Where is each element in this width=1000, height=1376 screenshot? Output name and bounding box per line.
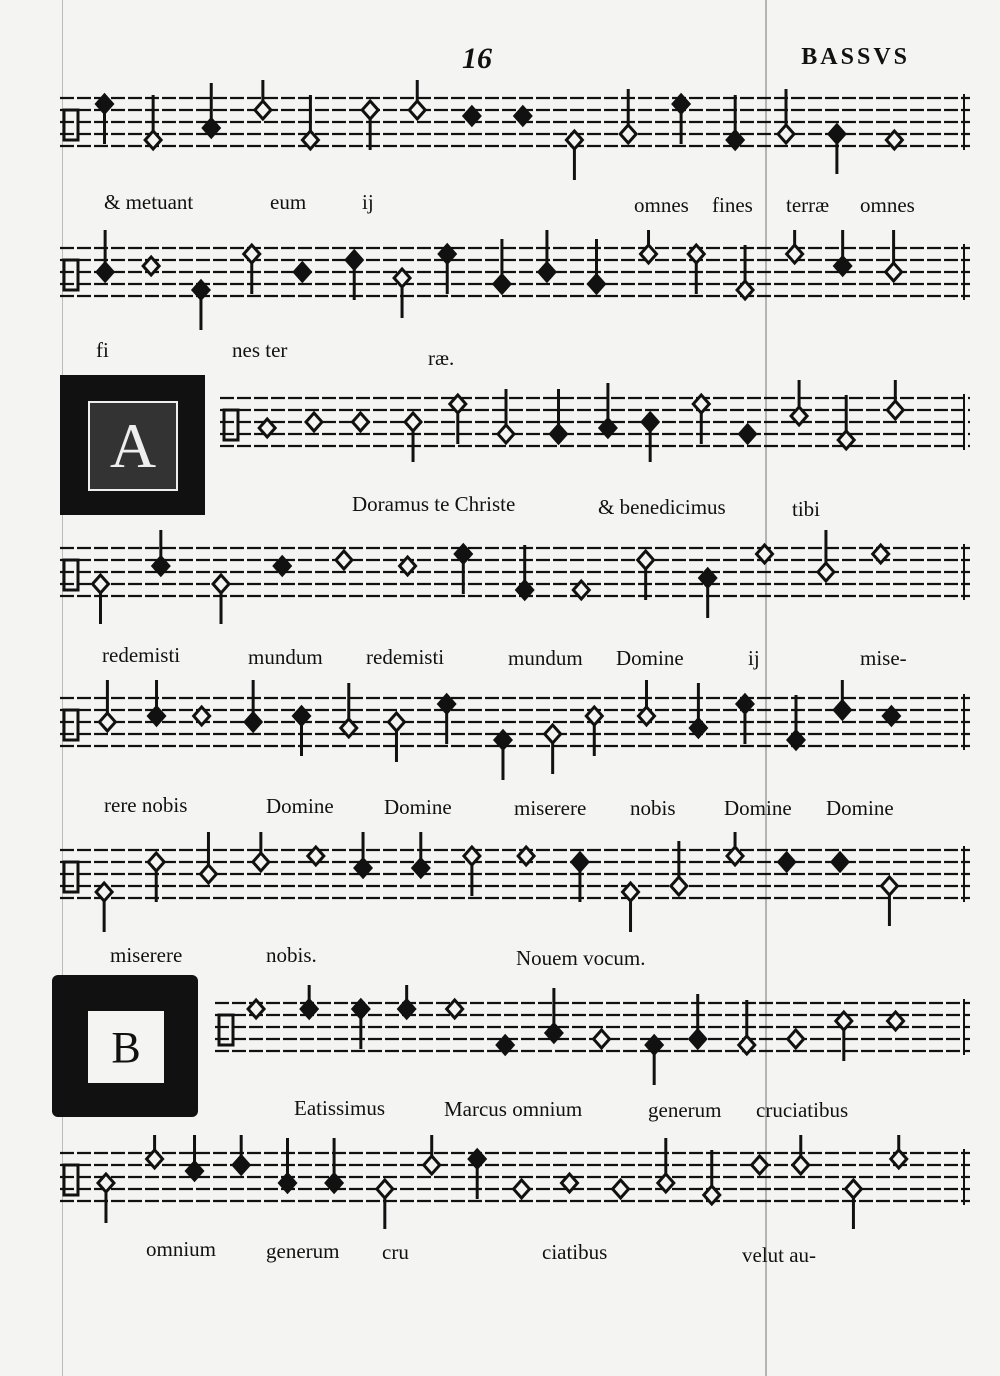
lyric: Domine xyxy=(384,795,452,819)
note-head xyxy=(498,425,514,443)
note-head xyxy=(97,263,113,281)
note-head xyxy=(336,551,352,569)
note-head xyxy=(494,275,510,293)
lyric: Marcus omnium xyxy=(444,1097,583,1121)
lyric: & metuant xyxy=(104,190,194,214)
lyric: terræ xyxy=(786,193,830,217)
lyric: miserere xyxy=(110,943,183,967)
lyric: ræ. xyxy=(428,346,455,370)
staff-2-notation xyxy=(60,230,970,330)
lyric: rere nobis xyxy=(104,793,188,817)
clef-sign xyxy=(64,1165,78,1195)
staff-4-notation xyxy=(60,530,970,630)
clef-sign xyxy=(219,1015,233,1045)
note-head xyxy=(200,865,216,883)
lyric: Domine xyxy=(266,794,334,818)
lyric: Nouem vocum. xyxy=(516,946,646,970)
note-head xyxy=(92,575,108,593)
note-head xyxy=(832,853,848,871)
lyric: omnes xyxy=(860,193,915,217)
part-name: BASSVS xyxy=(801,44,910,70)
lyric: mise- xyxy=(860,646,907,670)
note-head xyxy=(148,853,164,871)
decorated-initial-b xyxy=(52,975,198,1117)
lyric: cru xyxy=(382,1240,409,1264)
lyric: fi xyxy=(96,338,109,362)
note-head xyxy=(424,1156,440,1174)
staff-8 xyxy=(60,1135,970,1235)
lyric: Domine xyxy=(724,796,792,820)
note-head xyxy=(362,101,378,119)
lyric: mundum xyxy=(248,645,323,669)
note-head xyxy=(886,263,902,281)
lyric: nobis xyxy=(630,796,676,820)
note-head xyxy=(752,1156,768,1174)
note-head xyxy=(253,853,269,871)
note-head xyxy=(213,575,229,593)
lyric: ij xyxy=(748,646,760,670)
lyric: generum xyxy=(266,1239,340,1263)
note-head xyxy=(829,125,845,143)
note-head xyxy=(539,263,555,281)
note-head xyxy=(642,413,658,431)
note-head xyxy=(779,853,795,871)
note-head xyxy=(388,713,404,731)
note-head xyxy=(881,877,897,895)
lyric: omnium xyxy=(146,1237,217,1261)
lyric: ij xyxy=(362,190,374,214)
note-head xyxy=(550,425,566,443)
note-head xyxy=(346,251,362,269)
lyric: & benedicimus xyxy=(598,495,726,519)
lyric: omnes xyxy=(634,193,689,217)
lyric: mundum xyxy=(508,646,583,670)
lyric: Domine xyxy=(616,646,684,670)
page-header xyxy=(0,40,1000,80)
folio-number: 16 xyxy=(462,42,492,75)
clef-sign xyxy=(224,410,238,440)
lyric: redemisti xyxy=(366,645,445,669)
staff-6 xyxy=(60,832,970,932)
note-head xyxy=(740,425,756,443)
staff-1 xyxy=(60,80,970,180)
lyric: redemisti xyxy=(102,643,181,667)
note-head xyxy=(788,1030,804,1048)
lyric: velut au- xyxy=(742,1243,817,1267)
note-head xyxy=(620,125,636,143)
note-head xyxy=(99,713,115,731)
lyric: fines xyxy=(712,193,753,217)
note-head xyxy=(294,263,310,281)
lyric: miserere xyxy=(514,796,587,820)
note-head xyxy=(638,551,654,569)
note-head xyxy=(514,1180,530,1198)
initial-letter: B xyxy=(86,1009,166,1085)
clef-sign xyxy=(64,710,78,740)
lyric: ciatibus xyxy=(542,1240,608,1264)
lyric: eum xyxy=(270,190,307,214)
note-head xyxy=(834,701,850,719)
staff-3-notation xyxy=(220,380,970,480)
staff-5 xyxy=(60,680,970,780)
lyric: Eatissimus xyxy=(294,1096,386,1120)
staff-7 xyxy=(215,985,970,1085)
staff-5-notation xyxy=(60,680,970,780)
lyric: tibi xyxy=(792,497,821,521)
staff-4 xyxy=(60,530,970,630)
note-head xyxy=(613,1180,629,1198)
staff-1-notation xyxy=(60,80,970,180)
note-head xyxy=(545,725,561,743)
lyric: Doramus te Christe xyxy=(352,492,516,516)
staff-3 xyxy=(220,380,970,480)
note-head xyxy=(818,563,834,581)
lyric: generum xyxy=(648,1098,722,1122)
note-head xyxy=(306,413,322,431)
note-head xyxy=(409,101,425,119)
staff-2 xyxy=(60,230,970,330)
clef-sign xyxy=(64,560,78,590)
clef-sign xyxy=(64,110,78,140)
note-head xyxy=(778,125,794,143)
staff-8-notation xyxy=(60,1135,970,1235)
note-head xyxy=(887,401,903,419)
staff-7-notation xyxy=(215,985,970,1085)
staff-6-notation xyxy=(60,832,970,932)
clef-sign xyxy=(64,260,78,290)
note-head xyxy=(245,713,261,731)
note-head xyxy=(690,1030,706,1048)
note-head xyxy=(793,1156,809,1174)
clef-sign xyxy=(64,862,78,892)
lyric: nobis. xyxy=(266,943,317,967)
lyric: nes ter xyxy=(232,338,288,362)
note-head xyxy=(405,413,421,431)
note-head xyxy=(572,853,588,871)
note-head xyxy=(845,1180,861,1198)
decorated-initial-a xyxy=(60,375,205,515)
initial-letter: A xyxy=(88,401,178,491)
note-head xyxy=(377,1180,393,1198)
note-head xyxy=(588,275,604,293)
note-head xyxy=(352,413,368,431)
note-head xyxy=(594,1030,610,1048)
note-head xyxy=(671,877,687,895)
lyric: cruciatibus xyxy=(756,1098,849,1122)
note-head xyxy=(255,101,271,119)
note-head xyxy=(233,1156,249,1174)
lyric: Domine xyxy=(826,796,894,820)
